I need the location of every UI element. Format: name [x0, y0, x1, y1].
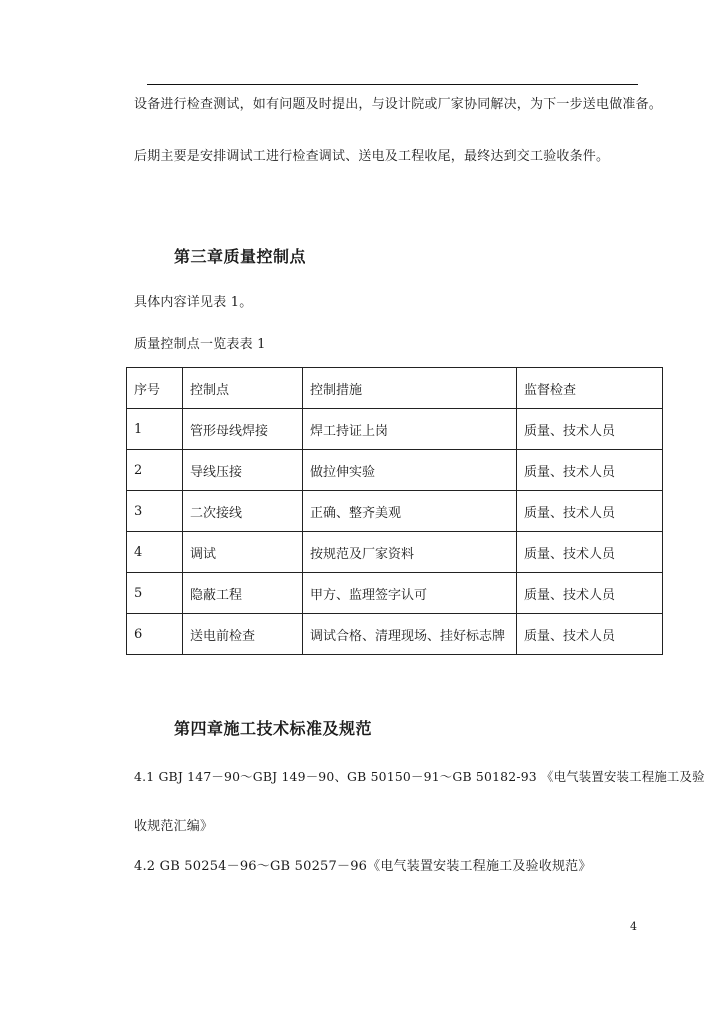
table-cell: 二次接线 [183, 491, 303, 532]
table-row [127, 614, 663, 655]
table-cell: 4 [127, 532, 183, 573]
table-cell: 质量、技术人员 [517, 614, 663, 655]
table-cell: 按规范及厂家资料 [303, 532, 517, 573]
table-row [127, 491, 663, 532]
table-cell: 1 [127, 409, 183, 450]
table-cell: 管形母线焊接 [183, 409, 303, 450]
header-rule [147, 84, 638, 85]
header-cell: 序号 [127, 368, 183, 409]
chapter4-title: 第四章施工技术标准及规范 [174, 719, 373, 738]
table-cell: 质量、技术人员 [517, 532, 663, 573]
chapter3-title: 第三章质量控制点 [174, 247, 307, 266]
table-cell: 5 [127, 573, 183, 614]
table-cell: 调试合格、清理现场、挂好标志牌 [303, 614, 517, 655]
table-cell: 质量、技术人员 [517, 573, 663, 614]
table-row [127, 450, 663, 491]
table-header-row [127, 368, 663, 409]
table-cell: 做拉伸实验 [303, 450, 517, 491]
table-cell: 2 [127, 450, 183, 491]
page-number: 4 [630, 920, 637, 933]
table-cell: 隐蔽工程 [183, 573, 303, 614]
table-cell: 6 [127, 614, 183, 655]
paragraph-later-stage: 后期主要是安排调试工进行检查调试、送电及工程收尾，最终达到交工验收条件。 [134, 149, 610, 164]
table-cell: 质量、技术人员 [517, 491, 663, 532]
table-row [127, 573, 663, 614]
table-row [127, 409, 663, 450]
table-cell: 送电前检查 [183, 614, 303, 655]
header-cell: 控制点 [183, 368, 303, 409]
standard-item-1-line2: 收规范汇编》 [134, 819, 214, 834]
standard-item-2: 4.2 GB 50254－96～GB 50257－96《电气装置安装工程施工及验收规范》 [134, 859, 592, 874]
quality-control-table [126, 367, 663, 655]
table-cell: 质量、技术人员 [517, 409, 663, 450]
table-caption: 质量控制点一览表表 1 [134, 337, 266, 352]
table-cell: 甲方、监理签字认可 [303, 573, 517, 614]
header-cell: 控制措施 [303, 368, 517, 409]
chapter3-intro: 具体内容详见表 1。 [134, 295, 253, 310]
standard-item-1-line1: 4.1 GBJ 147－90～GBJ 149－90、GB 50150－91～GB 50182-93 《电气装置安装工程施工及验 [134, 769, 705, 784]
table-cell: 3 [127, 491, 183, 532]
table-cell: 质量、技术人员 [517, 450, 663, 491]
table-cell: 正确、整齐美观 [303, 491, 517, 532]
header-cell: 监督检查 [517, 368, 663, 409]
table-cell: 调试 [183, 532, 303, 573]
table-cell: 焊工持证上岗 [303, 409, 517, 450]
table-cell: 导线压接 [183, 450, 303, 491]
paragraph-testing: 设备进行检查测试，如有问题及时提出，与设计院或厂家协同解决，为下一步送电做准备。 [134, 97, 663, 112]
table-row [127, 532, 663, 573]
